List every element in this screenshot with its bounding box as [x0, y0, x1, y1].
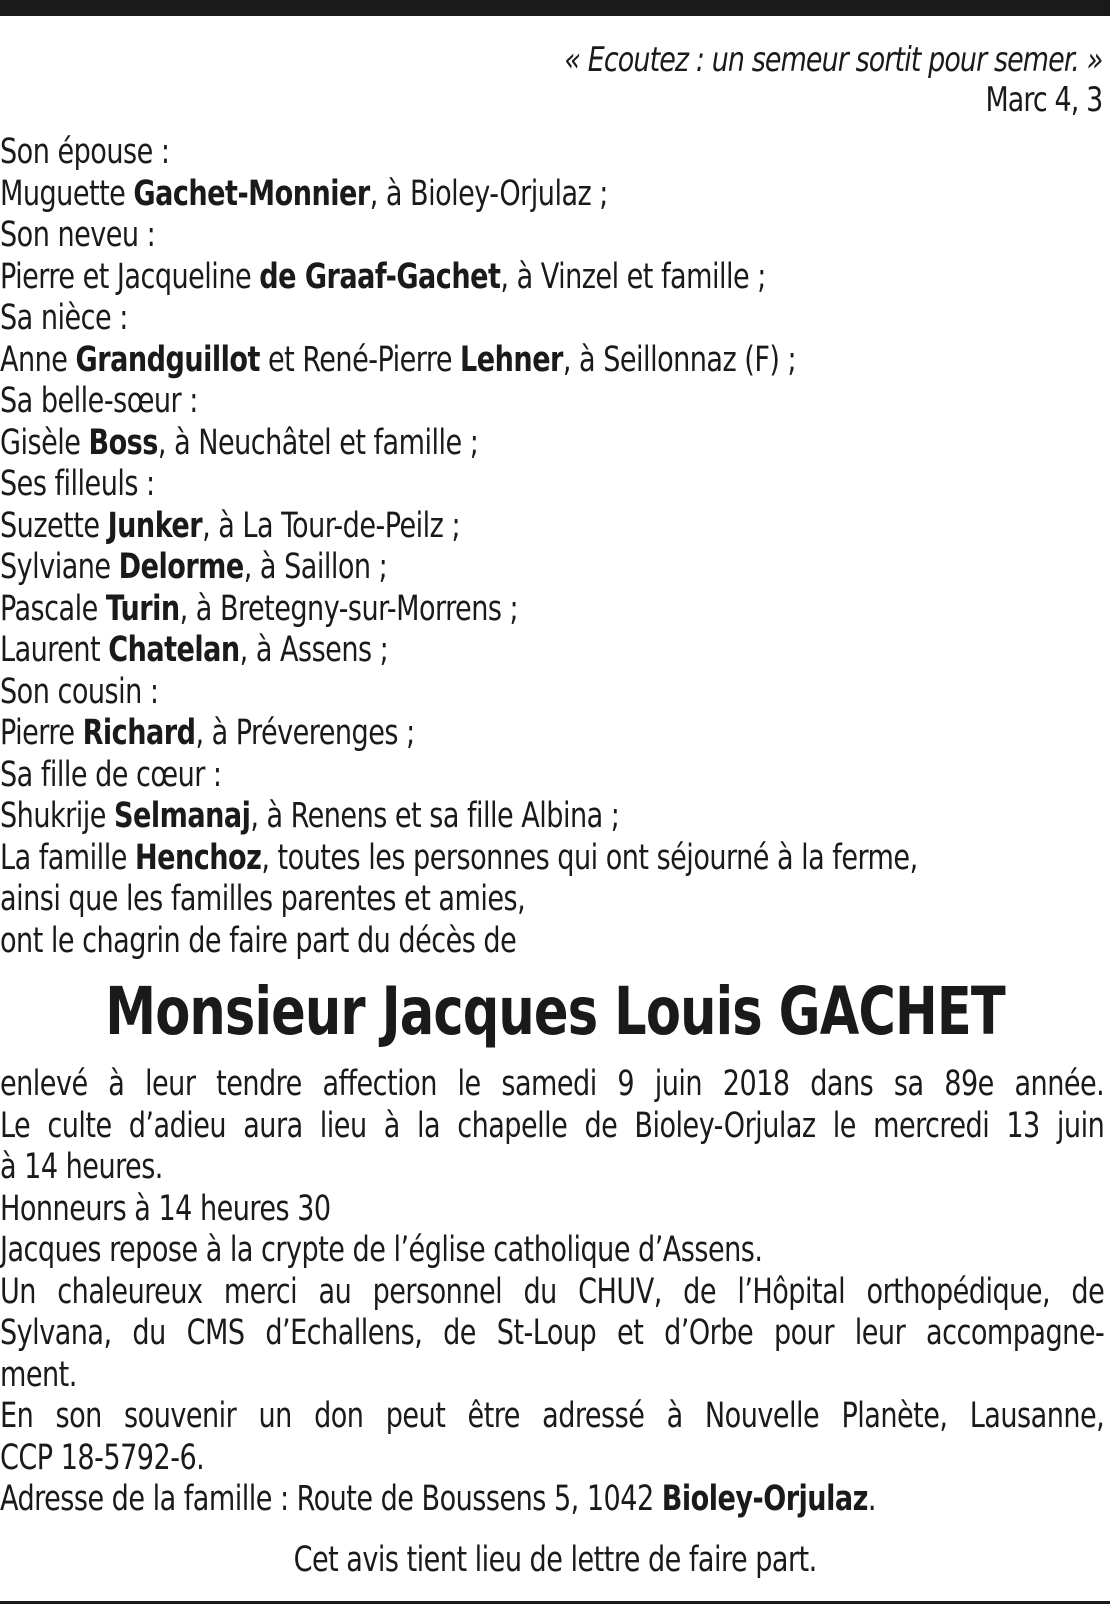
- family-line: Sa belle-sœur :: [0, 381, 198, 421]
- family-line: Son neveu :: [0, 215, 156, 255]
- detail-line: Un chaleureux merci au personnel du CHUV, de l’Hôpital orthopédique, de: [0, 1271, 1104, 1312]
- detail-line: En son souvenir un don peut être adressé à Nouvelle Planète, Lausanne,: [0, 1396, 1104, 1436]
- family-line: Sa fille de cœur :: [0, 754, 222, 795]
- family-line: Son cousin :: [0, 671, 159, 712]
- family-line: ainsi que les familles parentes et amies,: [0, 879, 526, 919]
- quote-text: « Ecoutez : un semeur sortit pour semer. »: [564, 40, 1102, 80]
- family-address: Adresse de la famille : Route de Boussens 5, 1042 Bioley-Orjulaz.: [0, 1479, 876, 1519]
- detail-line: enlevé à leur tendre affection le samedi 9 juin 2018 dans sa 89e année.: [0, 1064, 1104, 1104]
- top-rule: [0, 0, 1110, 16]
- family-line: Pierre et Jacqueline de Graaf-Gachet, à Vinzel et famille ;: [0, 256, 766, 297]
- family-line: Pierre Richard, à Préverenges ;: [0, 713, 415, 753]
- detail-line: à 14 heures.: [0, 1147, 163, 1187]
- family-line: Pascale Turin, à Bretegny-sur-Morrens ;: [0, 588, 519, 629]
- family-line: Laurent Chatelan, à Assens ;: [0, 630, 389, 670]
- bible-quote: [564, 40, 1102, 120]
- detail-line: Sylvana, du CMS d’Echallens, de St-Loup et d’Orbe pour leur accompagne-: [0, 1313, 1104, 1353]
- funeral-details: [0, 1064, 1104, 1521]
- detail-line: Jacques repose à la crypte de l’église catholique d’Assens.: [0, 1230, 763, 1270]
- family-line: La famille Henchoz, toutes les personnes qui ont séjourné à la ferme,: [0, 837, 918, 878]
- family-line: Sa nièce :: [0, 298, 128, 338]
- family-list: [0, 132, 1075, 962]
- quote-reference: Marc 4, 3: [985, 80, 1102, 120]
- family-line: Ses filleuls :: [0, 464, 155, 504]
- family-line: Sylviane Delorme, à Saillon ;: [0, 547, 388, 587]
- family-line: Son épouse :: [0, 132, 170, 172]
- family-line: Suzette Junker, à La Tour-de-Peilz ;: [0, 505, 461, 546]
- family-line: Anne Grandguillot et René-Pierre Lehner, à Seillonnaz (F) ;: [0, 339, 797, 380]
- family-line: Shukrije Selmanaj, à Renens et sa fille Albina ;: [0, 796, 620, 836]
- deceased-name: Monsieur Jacques Louis GACHET: [105, 973, 1005, 1050]
- closing-note: Cet avis tient lieu de lettre de faire part.: [293, 1540, 817, 1580]
- detail-line: Honneurs à 14 heures 30: [0, 1188, 331, 1229]
- family-line: Muguette Gachet-Monnier, à Bioley-Orjulaz ;: [0, 173, 608, 214]
- family-line: ont le chagrin de faire part du décès de: [0, 920, 517, 961]
- bottom-rule: [0, 1601, 1110, 1604]
- family-line: Gisèle Boss, à Neuchâtel et famille ;: [0, 422, 479, 463]
- detail-line: CCP 18-5792-6.: [0, 1437, 205, 1478]
- detail-line: Le culte d’adieu aura lieu à la chapelle de Bioley-Orjulaz le mercredi 13 juin: [0, 1105, 1104, 1146]
- detail-line: ment.: [0, 1354, 77, 1395]
